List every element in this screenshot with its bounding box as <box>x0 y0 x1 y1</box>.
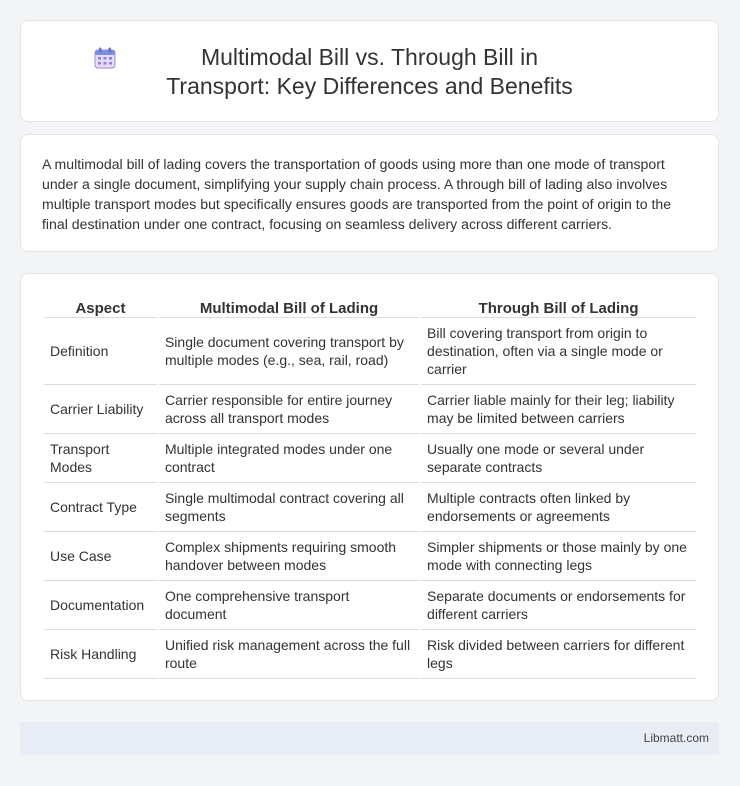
multimodal-cell: Complex shipments requiring smooth handover between modes <box>159 532 419 581</box>
table-row <box>44 630 696 679</box>
table-row <box>44 385 696 434</box>
table-row <box>44 434 696 483</box>
column-header: Through Bill of Lading <box>421 296 696 318</box>
through-cell: Separate documents or endorsements for different carriers <box>421 581 696 630</box>
aspect-cell: Contract Type <box>44 483 157 532</box>
through-cell: Multiple contracts often linked by endorsements or agreements <box>421 483 696 532</box>
comparison-card <box>20 273 719 701</box>
footer-bar <box>20 722 719 755</box>
through-cell: Carrier liable mainly for their leg; liability may be limited between carriers <box>421 385 696 434</box>
table-header-row <box>44 296 696 318</box>
aspect-cell: Definition <box>44 318 157 385</box>
intro-card <box>20 134 719 252</box>
table-row <box>44 581 696 630</box>
table-row <box>44 318 696 385</box>
multimodal-cell: Single document covering transport by multiple modes (e.g., sea, rail, road) <box>159 318 419 385</box>
page-title: Multimodal Bill vs. Through Bill in Transport: Key Differences and Benefits <box>166 44 573 99</box>
aspect-cell: Carrier Liability <box>44 385 157 434</box>
comparison-table <box>42 296 698 679</box>
footer-site-link[interactable]: Libmatt.com <box>643 731 709 745</box>
intro-paragraph: A multimodal bill of lading covers the transportation of goods using more than one mode of transport under a single document, simplifying your supply chain process. A through bill of lading also involves multiple transport modes but specifically ensures goods are transported from the point of origin to the final destination under one contract, focusing on seamless delivery across different carriers. <box>42 156 672 232</box>
through-cell: Risk divided between carriers for different legs <box>421 630 696 679</box>
multimodal-cell: Single multimodal contract covering all segments <box>159 483 419 532</box>
column-header: Aspect <box>44 296 157 318</box>
aspect-cell: Use Case <box>44 532 157 581</box>
multimodal-cell: Multiple integrated modes under one contract <box>159 434 419 483</box>
aspect-cell: Documentation <box>44 581 157 630</box>
through-cell: Simpler shipments or those mainly by one mode with connecting legs <box>421 532 696 581</box>
aspect-cell: Transport Modes <box>44 434 157 483</box>
column-header: Multimodal Bill of Lading <box>159 296 419 318</box>
through-cell: Usually one mode or several under separate contracts <box>421 434 696 483</box>
title-card <box>20 20 719 122</box>
multimodal-cell: Unified risk management across the full route <box>159 630 419 679</box>
through-cell: Bill covering transport from origin to destination, often via a single mode or carrier <box>421 318 696 385</box>
multimodal-cell: One comprehensive transport document <box>159 581 419 630</box>
table-row <box>44 532 696 581</box>
multimodal-cell: Carrier responsible for entire journey across all transport modes <box>159 385 419 434</box>
table-row <box>44 483 696 532</box>
aspect-cell: Risk Handling <box>44 630 157 679</box>
